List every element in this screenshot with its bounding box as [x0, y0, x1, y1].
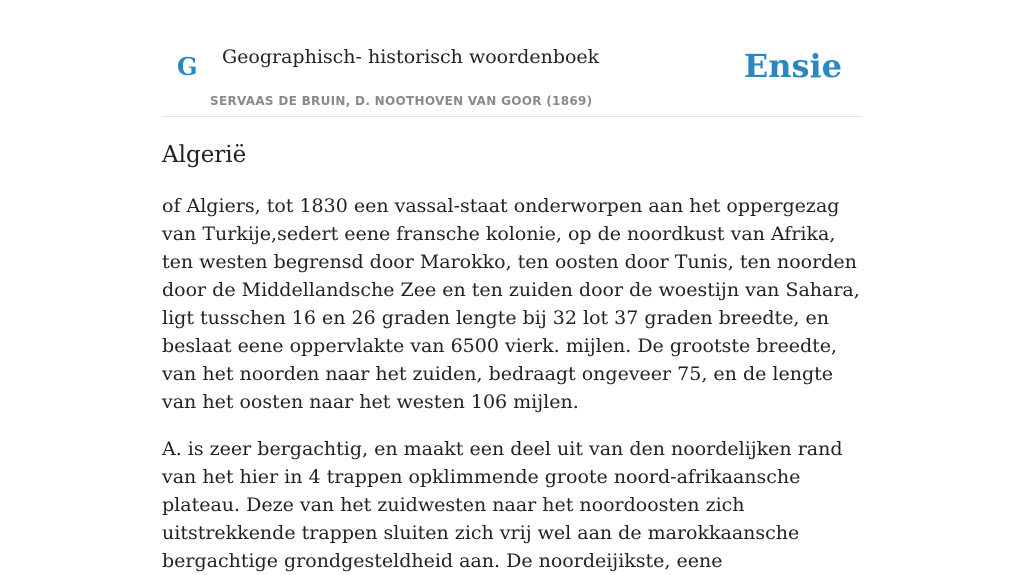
book-title-link[interactable]: Geographisch- historisch woordenboek — [222, 46, 600, 68]
article-paragraph: A. is zeer bergachtig, en maakt een deel uit van den noordelijken rand van het hier in 4 trappen opklimmende groote noord-afrikaansche plateau. Deze van het zuidwesten naar het noordoosten zich uitstrekkende trappen sluiten zich vrij wel aan de marokkaansche bergachtige grondgesteldheid aan. De noordeijikste, eene — [162, 438, 843, 572]
ensie-logo[interactable]: Ensie — [743, 47, 842, 85]
book-logo-icon[interactable]: G — [177, 52, 198, 81]
entry-title: Algerië — [162, 142, 247, 168]
article-paragraph: of Algiers, tot 1830 een vassal-staat onderworpen aan het oppergezag van Turkije,sedert eene fransche kolonie, op de noordkust van Afrika, ten westen begrensd door Marokko, ten oosten door Tunis, ten noorden door de Middellandsche Zee en ten zuiden door de woestijn van Sahara, ligt tusschen 16 en 26 graden lengte bij 32 lot 37 graden breedte, en beslaat eene oppervlakte van 6500 vierk. mijlen. De grootste breedte, van het noorden naar het zuiden, bedraagt ongeveer 75, en de lengte van het oosten naar het westen 106 mijlen. — [162, 195, 860, 413]
site-header — [162, 0, 862, 117]
article — [162, 138, 862, 575]
book-authors: SERVAAS DE BRUIN, D. NOOTHOVEN VAN GOOR (1869) — [210, 94, 593, 108]
